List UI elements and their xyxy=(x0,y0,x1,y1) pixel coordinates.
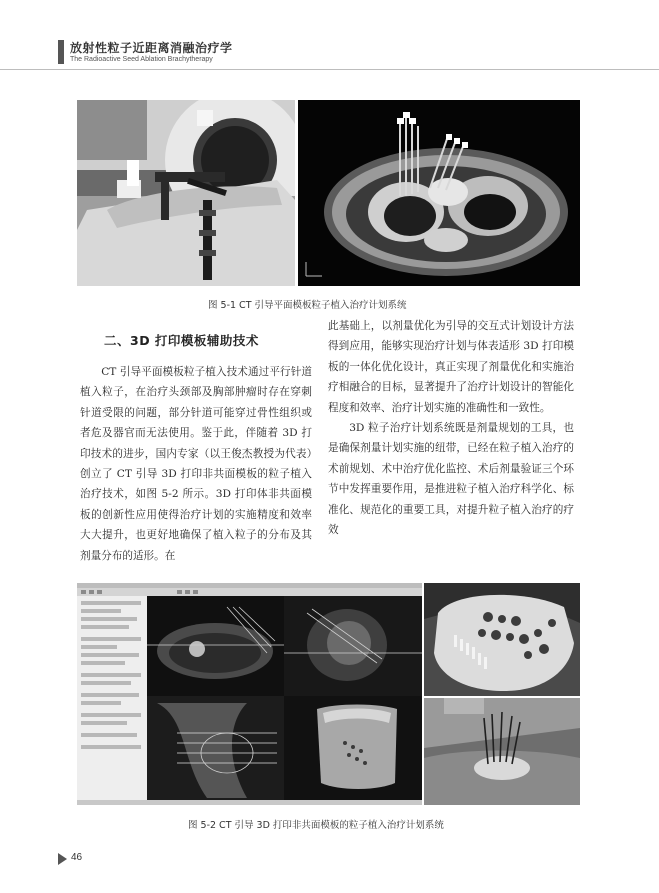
left-column xyxy=(80,326,312,566)
running-header-title: 放射性粒子近距离消融治疗学 xyxy=(70,41,233,55)
figure-5-2-caption: 图 5-2 CT 引导 3D 打印非共面模板的粒子植入治疗计划系统 xyxy=(188,820,444,831)
figure-5-2-photo-3d-template xyxy=(424,583,580,696)
header-marker xyxy=(58,40,64,64)
figure-5-1-photo-ct-room xyxy=(77,100,295,286)
right-column xyxy=(328,316,574,540)
figure-5-1-ct-reconstruction xyxy=(298,100,580,286)
page-number: 46 xyxy=(71,852,83,863)
running-header-subtitle: The Radioactive Seed Ablation Brachytherapy xyxy=(70,56,213,63)
section-heading: 二、3D 打印模板辅助技术 xyxy=(104,333,259,348)
header-rule xyxy=(0,69,659,70)
figure-5-2-planning-software xyxy=(77,583,422,805)
right-paragraph-2: 3D 粒子治疗计划系统既是剂量规划的工具，也是确保剂量计划实施的纽带，已经在粒子植入治疗的术前规划、术中治疗优化监控、术后剂量验证三个环节中发挥重要作用，是推进粒子植入治疗科学化、标准化、规范化的重要工具，对提升粒子植入治疗的疗效 xyxy=(328,422,574,537)
right-paragraph-1: 此基础上，以剂量优化为引导的交互式计划设计方法得到应用，能够实现治疗计划与体表适形 3D 打印模板的一体化优化设计，真正实现了剂量优化和实施治疗相融合的目标，显著提升了治疗计划设计的智能化程度和效率、治疗计划实施的准确性和一致性。 xyxy=(328,320,574,414)
left-paragraph: CT 引导平面模板粒子植入技术通过平行针道植入粒子，在治疗头颈部及胸部肿瘤时存在穿刺针道受限的问题，部分针道可能穿过骨性组织或者危及器官而无法使用。鉴于此，伴随着 3D 打印技术的进步，国内专家（以王俊杰教授为代表）创立了 CT 引导 3D 打印非共面模板的粒子植入治疗技术，如图 5-2 所示。3D 打印体非共面模板的创新性应用使得治疗计划的实施精度和效率大大提升，也更好地确保了植入粒子的分布及其剂量分布的适形。在 xyxy=(80,366,312,562)
figure-5-2-photo-surgery xyxy=(424,698,580,805)
page-number-marker xyxy=(58,853,67,865)
figure-5-1-caption: 图 5-1 CT 引导平面模板粒子植入治疗计划系统 xyxy=(208,300,407,311)
